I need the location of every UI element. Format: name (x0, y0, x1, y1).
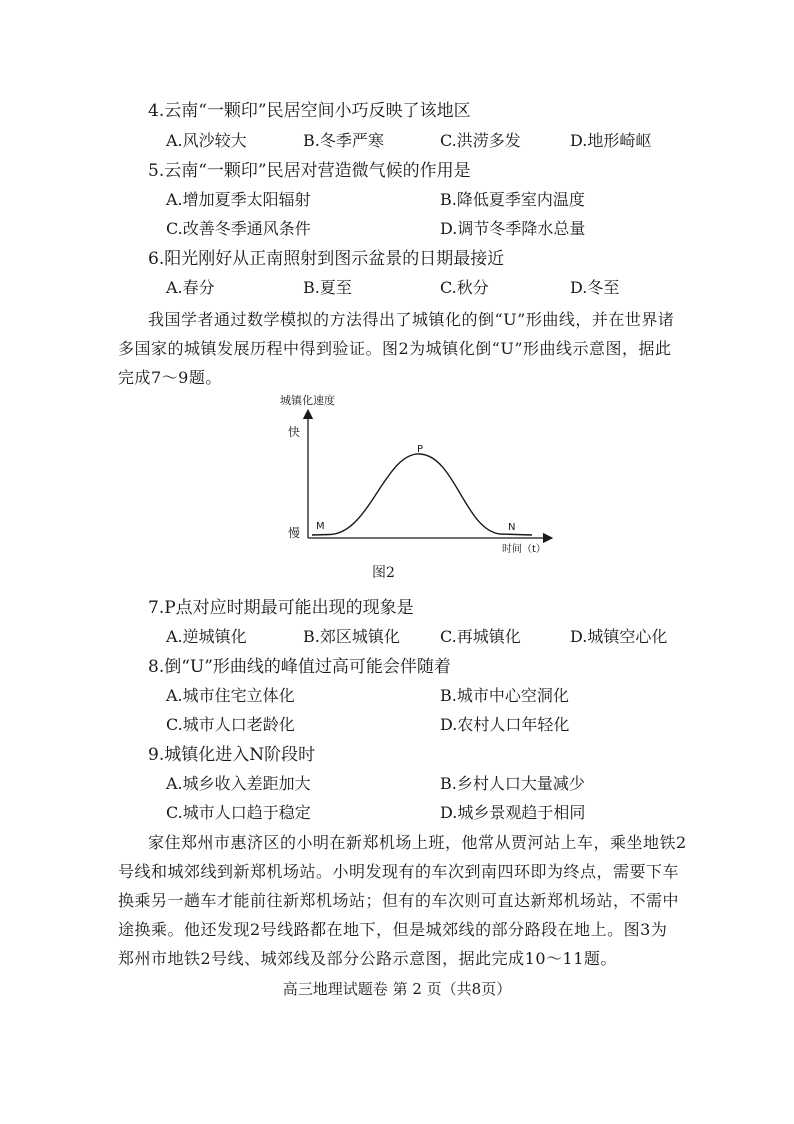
question-9-option-c: C.城市人口趋于稳定 (166, 803, 311, 822)
question-6-stem: 6.阳光刚好从正南照射到图示盆景的日期最接近 (148, 249, 505, 269)
question-4-option-c: C.洪涝多发 (440, 131, 521, 150)
question-9-option-a: A.城乡收入差距加大 (166, 774, 311, 793)
y-axis-title: 城镇化速度 (280, 394, 335, 407)
passage-2-line-3: 换乘另一趟车才能前往新郑机场站；但有的车次则可直达新郑机场站，不需中 (118, 891, 680, 910)
passage-2-line-2: 号线和城郊线到新郑机场站。小明发现有的车次到南四环即为终点，需要下车 (118, 862, 680, 881)
question-6-option-c: C.秋分 (440, 278, 489, 297)
question-6-option-d: D.冬至 (570, 278, 620, 297)
question-9-option-d: D.城乡景观趋于相同 (440, 803, 586, 822)
y-low-label: 慢 (288, 526, 301, 540)
question-4-option-d: D.地形崎岖 (570, 131, 652, 150)
question-7-option-d: D.城镇空心化 (570, 627, 668, 646)
passage-urbanization (118, 305, 708, 392)
figure-2-caption: 图2 (372, 565, 395, 581)
question-5-option-c: C.改善冬季通风条件 (166, 219, 311, 238)
question-4-option-b: B.冬季严寒 (303, 131, 384, 150)
passage-2-line-1: 家住郑州市惠济区的小明在新郑机场上班，他常从贾河站上车，乘坐地铁2 (148, 833, 687, 852)
question-8-option-d: D.农村人口年轻化 (440, 715, 570, 734)
question-8-stem: 8.倒“U”形曲线的峰值过高可能会伴随着 (148, 657, 451, 677)
passage-zhengzhou-metro (118, 828, 708, 973)
inverted-u-curve (312, 454, 532, 535)
passage-1-line-3: 完成7～9题。 (118, 368, 222, 387)
point-p-label: P (417, 444, 424, 455)
question-5-option-b: B.降低夏季室内温度 (440, 190, 585, 209)
page-footer: 高三地理试题卷 第 2 页（共8页） (282, 980, 512, 998)
x-axis-title: 时间（t） (502, 544, 546, 555)
question-7-option-a: A.逆城镇化 (166, 627, 247, 646)
question-8-option-c: C.城市人口老龄化 (166, 715, 295, 734)
point-m-label: M (316, 521, 325, 532)
question-4-stem: 4.云南“一颗印”民居空间小巧反映了该地区 (148, 101, 471, 121)
question-6-option-a: A.春分 (166, 278, 215, 297)
question-8-option-a: A.城市住宅立体化 (166, 686, 295, 705)
question-5-option-d: D.调节冬季降水总量 (440, 219, 586, 238)
question-7-stem: 7.P点对应时期最可能出现的现象是 (148, 598, 414, 618)
question-5-option-a: A.增加夏季太阳辐射 (166, 190, 311, 209)
y-high-label: 快 (288, 425, 301, 439)
passage-2-line-5: 郑州市地铁2号线、城郊线及部分公路示意图，据此完成10～11题。 (118, 949, 617, 968)
question-7-option-c: C.再城镇化 (440, 627, 521, 646)
question-9-option-b: B.乡村人口大量减少 (440, 774, 585, 793)
question-7-option-b: B.郊区城镇化 (303, 627, 400, 646)
question-9-stem: 9.城镇化进入N阶段时 (148, 745, 316, 765)
point-n-label: N (508, 522, 516, 533)
passage-2-line-4: 途换乘。他还发现2号线路都在地下，但是城郊线的部分路段在地上。图3为 (118, 920, 668, 939)
passage-1-line-2: 多国家的城镇发展历程中得到验证。图2为城镇化倒“U”形曲线示意图，据此 (118, 339, 672, 358)
figure-2-diagram (270, 392, 560, 556)
question-5-stem: 5.云南“一颗印”民居对营造微气候的作用是 (148, 161, 471, 181)
question-6-option-b: B.夏至 (303, 278, 352, 297)
question-8-option-b: B.城市中心空洞化 (440, 686, 569, 705)
passage-1-line-1: 我国学者通过数学模拟的方法得出了城镇化的倒“U”形曲线，并在世界诸 (148, 310, 675, 329)
question-4-option-a: A.风沙较大 (166, 131, 247, 150)
